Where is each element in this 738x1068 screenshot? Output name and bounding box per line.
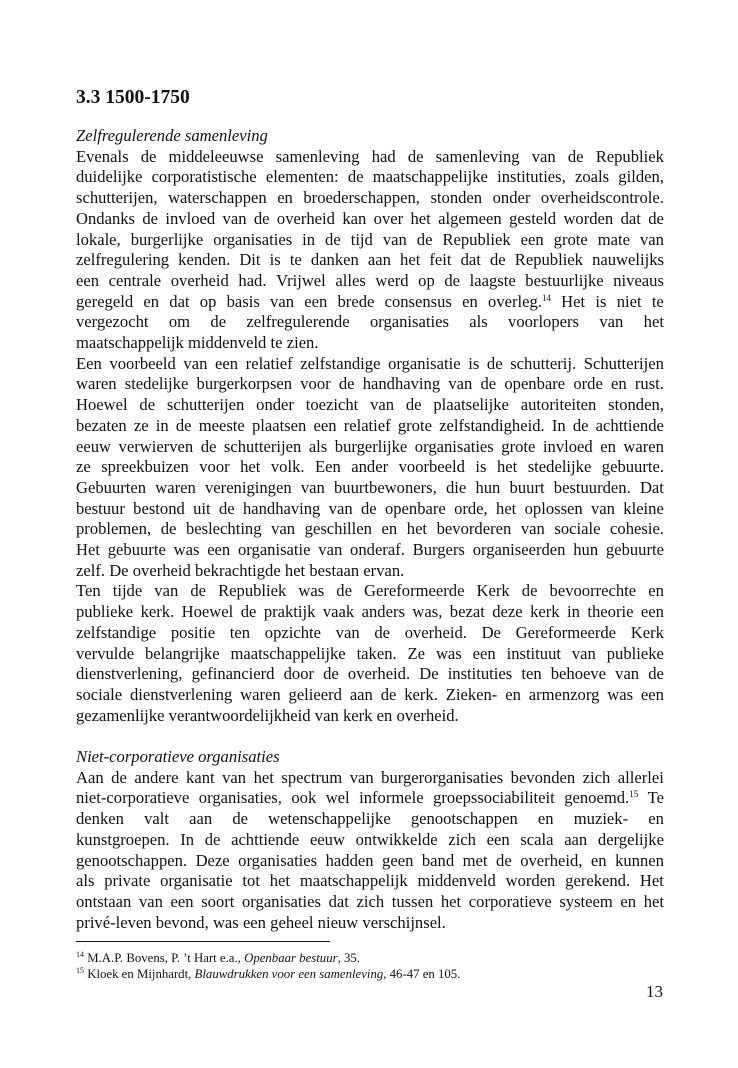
subheading: Niet-corporatieve organisaties [76, 747, 280, 767]
text-line: Aan de andere kant van het spectrum van burgerorganisaties bevonden zich allerlei [76, 767, 664, 787]
text-line: publieke kerk. Hoewel de praktijk vaak anders was, bezat deze kerk in theorie een [76, 602, 664, 622]
text-line: zelfstandige positie ten opzichte van de overheid. De Gereformeerde Kerk [76, 622, 664, 642]
blank-line [76, 726, 664, 747]
text-line: Ten tijde van de Republiek was de Gereformeerde Kerk de bevoorrechte en [76, 581, 664, 601]
subheading: Zelfregulerende samenleving [76, 126, 268, 145]
text-line: dienstverlening, gefinancierd door de overheid. De instituties ten behoeve van de [76, 664, 664, 684]
text-line: Een voorbeeld van een relatief zelfstandige organisatie is de schutterij. Schutterijen [76, 353, 664, 373]
text-line: gezamenlijke verantwoordelijkheid van kerk en overheid. [76, 705, 459, 725]
text-line: eeuw verwierven de schutterijen als burgerlijke organisaties grote invloed en waren [76, 436, 664, 456]
text-line: bezaten ze in de meeste plaatsen een relatief grote zelfstandigheid. In de achttiende [76, 415, 664, 435]
footnote-title: Openbaar bestuur [244, 951, 338, 965]
footnote-text: , 46-47 en 105. [383, 967, 461, 981]
sections [76, 126, 664, 933]
text-line: maatschappelijk middenveld te zien. [76, 333, 319, 353]
footnote-text: Kloek en Mijnhardt, [87, 967, 195, 981]
footnote-title: Blauwdrukken voor een samenleving [194, 967, 384, 981]
footnote-number: 15 [76, 966, 84, 975]
section-heading: 3.3 1500-1750 [76, 87, 190, 108]
text-line: lokale, burgerlijke organisaties in de tijd van de Republiek een grote mate van [76, 229, 664, 249]
text-line: een centrale overheid had. Vrijwel alles werd op de laagste bestuurlijke niveaus [76, 270, 664, 290]
text-line: Ondanks de invloed van de overheid kan over het algemeen gesteld worden dat de [76, 208, 664, 228]
paragraph [76, 354, 664, 582]
paragraph [76, 581, 664, 726]
text-line: genootschappen. Deze organisaties hadden geen band met de overheid, en kunnen [76, 850, 664, 870]
text-line: schutterijen, waterschappen en broederschappen, stonden onder overheidscontrole. [76, 188, 664, 208]
text-line: bestuur bestond uit de handhaving van de openbare orde, het oplossen van kleine [76, 498, 664, 518]
text-line: ze spreekbuizen voor het volk. Een ander voorbeeld is het stedelijke gebuurte. [76, 457, 664, 477]
text-line: Hoewel de schutterijen onder toezicht van de plaatselijke autoriteiten stonden, [76, 395, 664, 415]
text-line: Het gebuurte was een organisatie van onderaf. Burgers organiseerden hun gebuurte [76, 540, 664, 560]
text-line: zelf. De overheid bekrachtigde het bestaan ervan. [76, 560, 405, 580]
text-line: niet-corporatieve organisaties, ook wel informele groepssociabiliteit genoemd.$^{15}$ Te [76, 788, 664, 808]
footnote-text: , 35. [337, 951, 360, 965]
page-body [76, 86, 664, 933]
paragraph [76, 147, 664, 354]
text-line: problemen, de beslechting van geschillen en het bevorderen van sociale cohesie. [76, 519, 664, 539]
text-line: sociale dienstverlening waren gelieerd aan de kerk. Zieken- en armenzorg was een [76, 684, 664, 704]
footnote-ref[interactable]: 15 [629, 789, 639, 800]
text-line: denken valt aan de wetenschappelijke genootschappen en muziek- en [76, 809, 664, 829]
text-line: als private organisatie tot het maatschappelijk middenveld worden gerekend. Het [76, 871, 664, 891]
paragraph [76, 768, 664, 934]
footnote-number: 14 [76, 950, 84, 959]
footnote-14 [76, 951, 360, 966]
text-line: vergezocht om de zelfregulerende organisaties als voorlopers van het [76, 312, 664, 332]
text-line: waren stedelijke burgerkorpsen voor de handhaving van de openbare orde en rust. [76, 374, 664, 394]
footnote-15 [76, 967, 460, 982]
text-line: zelfregulering kenden. Dit is te danken aan het feit dat de Republiek nauwelijks [76, 250, 664, 270]
text-line: geregeld en dat op basis van een brede consensus en overleg.$^{14}$ Het is niet te [76, 291, 664, 311]
text-line: vervulde belangrijke maatschappelijke taken. Ze was een instituut van publieke [76, 643, 664, 663]
footnote-divider [76, 941, 330, 942]
text-line: duidelijke corporatistische elementen: de maatschappelijke instituties, zoals gilden, [76, 167, 664, 187]
page-number: 13 [646, 982, 663, 1001]
text-line: privé-leven bevond, was een geheel nieuw verschijnsel. [76, 912, 446, 932]
text-line: kunstgroepen. In de achttiende eeuw ontwikkelde zich een scala aan dergelijke [76, 829, 664, 849]
text-line: Evenals de middeleeuwse samenleving had de samenleving van de Republiek [76, 146, 664, 166]
footnote-ref[interactable]: 14 [541, 292, 551, 303]
footnote-text: M.A.P. Bovens, P. ’t Hart e.a., [87, 951, 245, 965]
text-line: Gebuurten waren verenigingen van buurtbewoners, die hun buurt bestuurden. Dat [76, 477, 664, 497]
text-line: ontstaan van een soort organisaties dat zich tussen het corporatieve systeem en het [76, 892, 664, 911]
